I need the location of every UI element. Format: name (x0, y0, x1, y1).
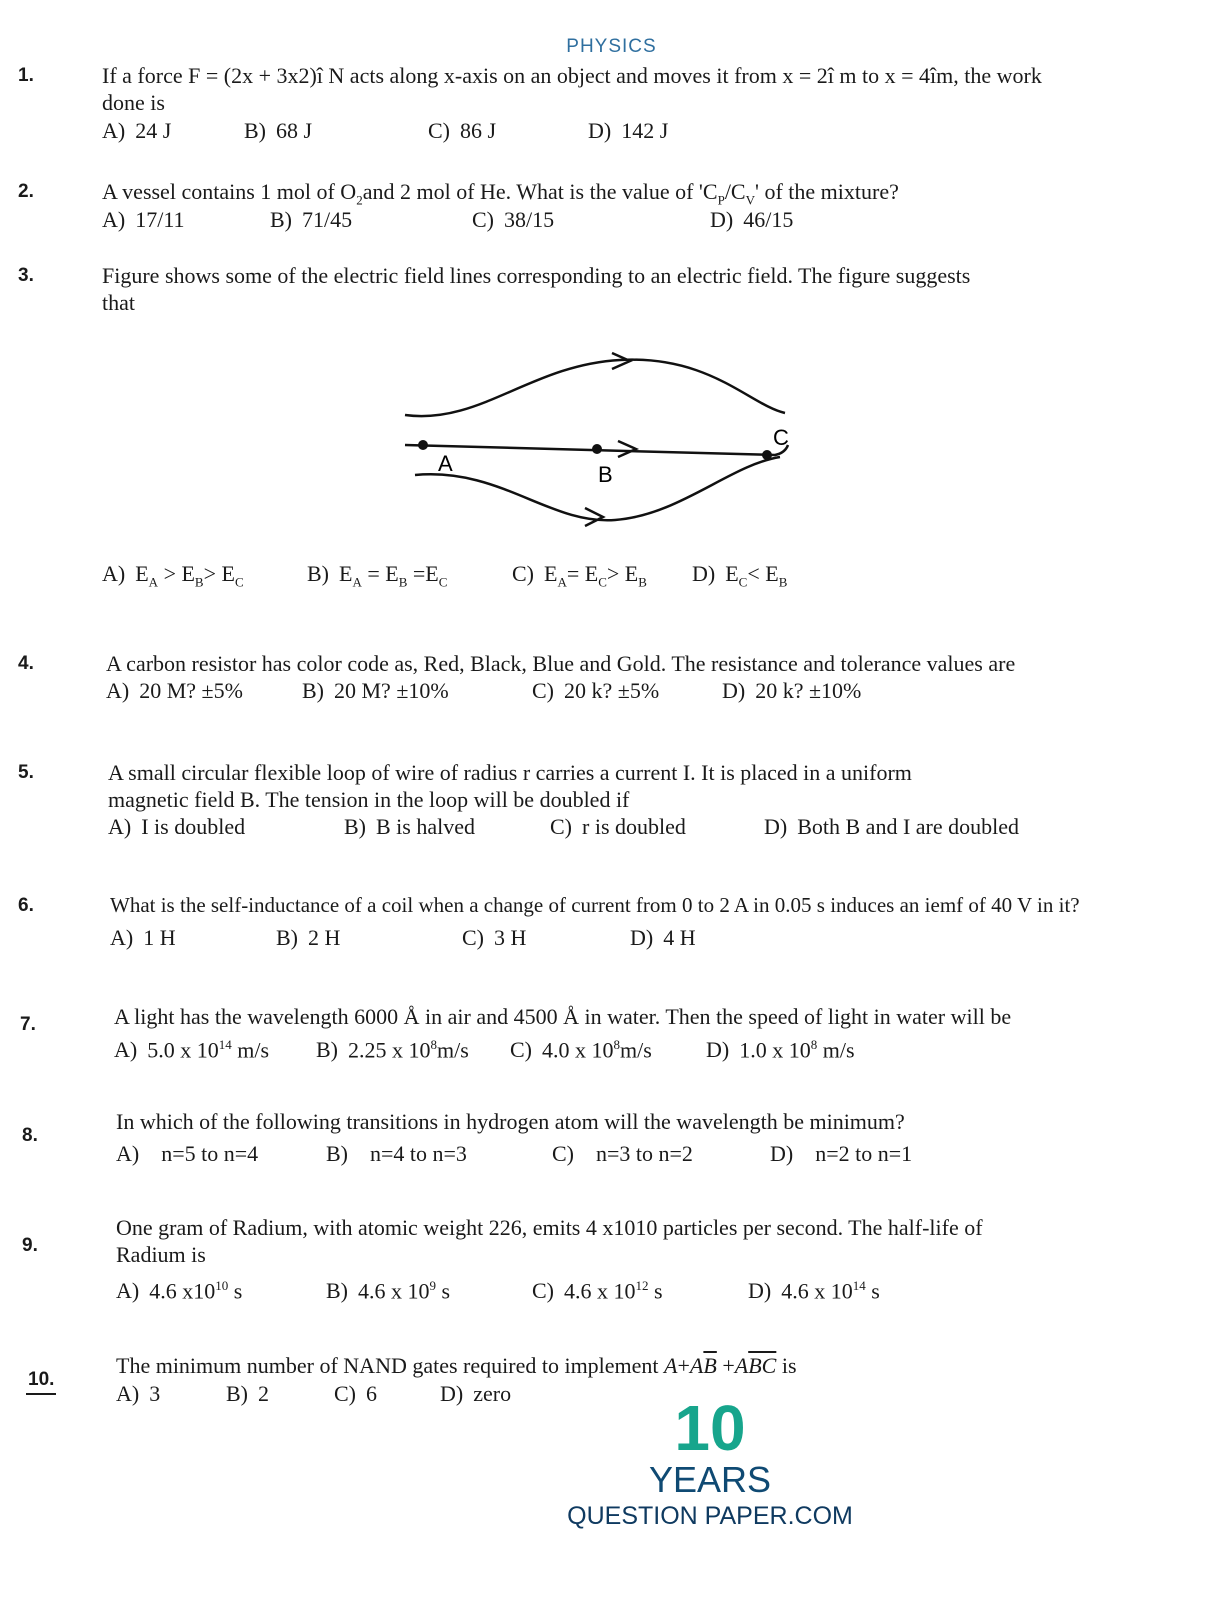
logo-number: 10 (674, 1392, 746, 1464)
option-a: A) I is doubled (108, 814, 246, 839)
option-a: A) 1 H (110, 925, 176, 950)
option-b: B) 2.25 x $10^8m/s$ (316, 1037, 469, 1063)
option-d: D) n=2 to n=1 (770, 1141, 913, 1166)
option-d: D) 142 J (588, 118, 669, 143)
option-c: C) 6 (334, 1381, 377, 1406)
middle-arrow (618, 441, 636, 457)
question-number: 6. (18, 895, 34, 916)
question-stem: What is the self-inductance of a coil when a change of current from 0 to 2 A in 0.05 s induces an iemf of 40 V in it? (110, 893, 1080, 917)
upper-field-line (405, 360, 785, 416)
question-number: 3. (18, 265, 34, 286)
option-a: A) 3 (116, 1381, 161, 1406)
electric-field-figure (390, 345, 830, 535)
option-a: A) 24 J (102, 118, 172, 143)
question-stem: A light has the wavelength 6000 Å in air and 4500 Å in water. Then the speed of light in water will be (114, 1004, 1012, 1029)
question-number: 2. (18, 181, 34, 202)
question-number: 8. (22, 1125, 38, 1146)
point-b-dot (592, 444, 602, 454)
question-number: 1. (18, 65, 34, 86)
option-b: B) B is halved (344, 814, 475, 839)
option-b: B) n=4 to n=3 (326, 1141, 467, 1166)
option-d: D) 1.0 x $10^8$ m/s (706, 1037, 855, 1063)
option-a: A) n=5 to n=4 (116, 1141, 259, 1166)
question-stem: The minimum number of NAND gates required to implement $A+A\overline{B} +A\overline{BC}$ is (116, 1353, 797, 1378)
question-number: 4. (18, 653, 34, 674)
option-c: C) n=3 to n=2 (552, 1141, 693, 1166)
lower-arrow (585, 508, 603, 526)
option-c: C) r is doubled (550, 814, 686, 839)
option-c: C) 4.0 x $10^8m/s$ (510, 1037, 652, 1063)
option-a: A) 17/11 (102, 207, 185, 232)
option-a: A) 4.6 $x10^{10}$ s (116, 1278, 243, 1304)
logo-site-name: QUESTION PAPER.COM (567, 1502, 853, 1530)
question-number: 9. (22, 1235, 38, 1256)
option-c: C) 38/15 (472, 207, 555, 232)
option-b: B) 71/45 (270, 207, 353, 232)
field-lines-diagram (390, 345, 830, 535)
label-c: C (773, 425, 789, 450)
question-number: 10. (26, 1366, 56, 1395)
question-stem: A vessel contains 1 mol of $O_2and$ 2 mol of He. What is the value of '$C_P/C_V$' of the mixture? (102, 179, 899, 208)
question-number: 7. (20, 1014, 36, 1035)
question-stem: Figure shows some of the electric field lines corresponding to an electric field. The figure suggests that (102, 263, 971, 315)
option-b: B) 20 M? ±10% (302, 678, 449, 703)
option-b: B) 2 (226, 1381, 269, 1406)
option-d: D) 46/15 (710, 207, 794, 232)
question-stem: A small circular flexible loop of wire of radius r carries a current I. It is placed in a uniform magnetic field B. The tension in the loop will be doubled if (108, 760, 912, 812)
option-c: C) 3 H (462, 925, 527, 950)
subject-header: PHYSICS (566, 36, 657, 57)
question-stem: If a force F = (2x + 3x2)î N acts along x-axis on an object and moves it from x = 2î m to x = 4îm, the work done is (102, 63, 1042, 115)
option-c: C) 86 J (428, 118, 497, 143)
option-c: C) 20 k? ±5% (532, 678, 660, 703)
option-d: D) 4 H (630, 925, 696, 950)
option-b: B) 68 J (244, 118, 313, 143)
option-d: D) 4.6 x $10^{14}$ s (748, 1278, 880, 1304)
option-c: C) $E_A= E_C> E_B$ (512, 561, 647, 590)
site-logo (560, 1392, 860, 1532)
question-stem: One gram of Radium, with atomic weight 226, emits 4 x1010 particles per second. The half-life of Radium is (116, 1215, 983, 1267)
question-stem: A carbon resistor has color code as, Red, Black, Blue and Gold. The resistance and tolerance values are (106, 651, 1016, 676)
option-d: D) zero (440, 1381, 512, 1406)
question-number: 5. (18, 762, 34, 783)
option-d: D) Both B and I are doubled (764, 814, 1020, 839)
option-d: D) $E_C< E_B$ (692, 561, 788, 590)
option-a: A) 20 M? ±5% (106, 678, 243, 703)
option-c: C) 4.6 x $10^{12}$ s (532, 1278, 663, 1304)
label-a: A (438, 451, 453, 476)
point-a-dot (418, 440, 428, 450)
option-a: A) 5.0 x $10^{14}$ m/s (114, 1037, 270, 1063)
question-stem: In which of the following transitions in hydrogen atom will the wavelength be minimum? (116, 1109, 905, 1134)
option-b: B) 4.6 x $10^9$ s (326, 1278, 451, 1304)
option-a: A) $E_A > E_B> E_C$ (102, 561, 244, 590)
logo-years: YEARS (648, 1459, 772, 1500)
option-d: D) 20 k? ±10% (722, 678, 862, 703)
option-b: B) $E_A = E_B =E_C$ (307, 561, 448, 590)
option-b: B) 2 H (276, 925, 341, 950)
label-b: B (598, 462, 613, 487)
